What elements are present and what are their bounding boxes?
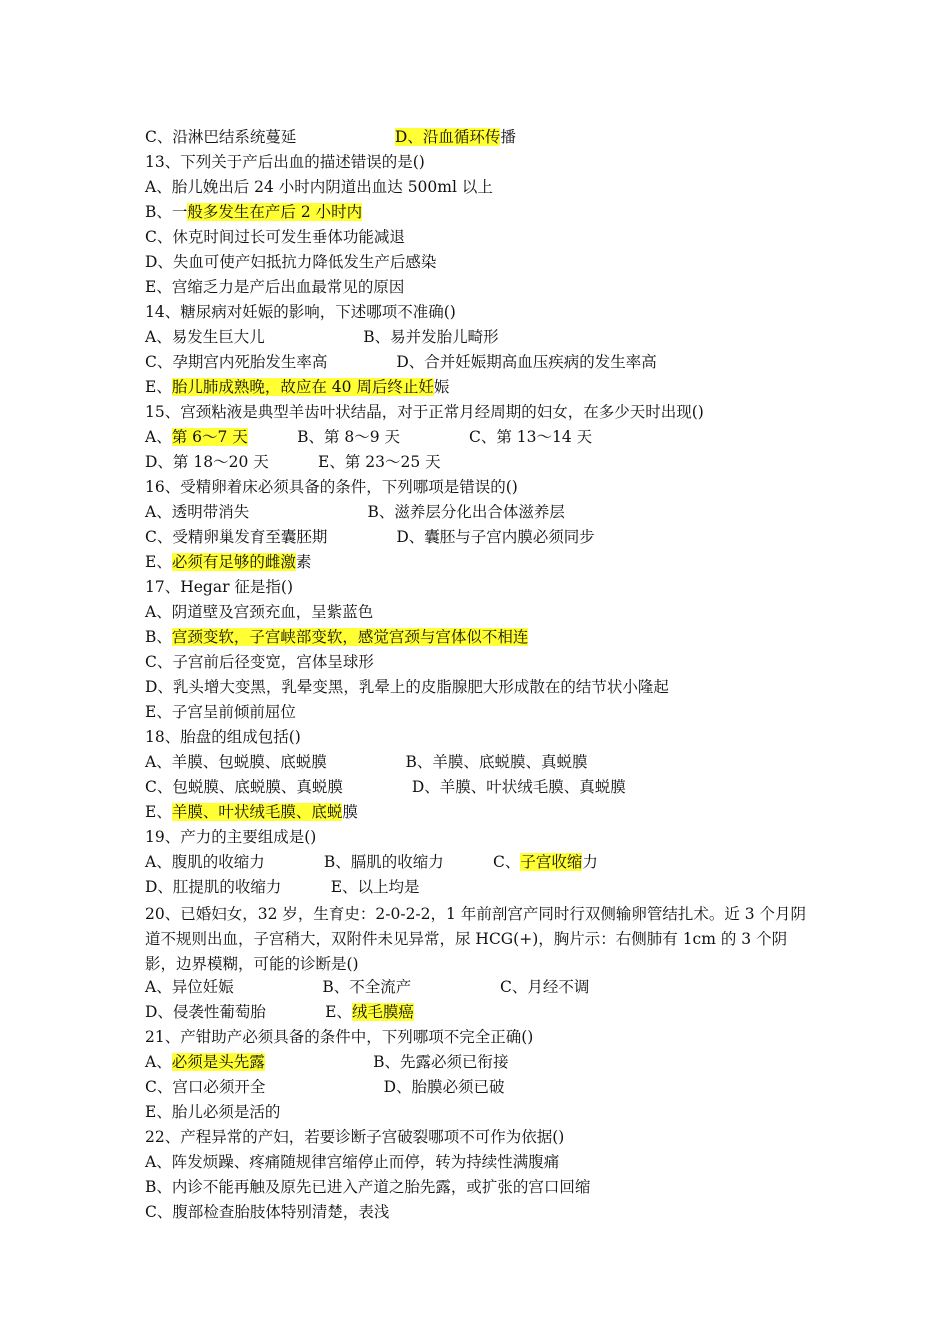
text-line [145, 227, 405, 247]
text-segment: 19、产力的主要组成是() [145, 828, 317, 846]
text-line [145, 202, 362, 222]
text-segment [327, 753, 406, 771]
text-line [145, 177, 493, 197]
text-line [145, 152, 425, 172]
highlighted-answer: 必须是头先露 [171, 1053, 265, 1071]
text-segment [327, 528, 396, 546]
text-line [145, 577, 293, 597]
text-line [145, 1102, 280, 1122]
text-segment: B、羊膜、底蜕膜、真蜕膜 [405, 753, 588, 771]
text-line [145, 527, 595, 547]
text-segment: A、易发生巨大儿 [145, 328, 265, 346]
text-segment: B、膈肌的收缩力 [323, 853, 444, 871]
text-line [145, 1152, 559, 1172]
text-line [145, 1127, 564, 1147]
text-segment: E、宫缩乏力是产后出血最常见的原因 [145, 278, 405, 296]
text-segment: D、第 18～20 天 [145, 453, 269, 471]
highlighted-answer: 子宫收缩 [520, 853, 583, 871]
text-line [145, 327, 499, 347]
text-line [145, 752, 587, 772]
text-line [145, 1202, 389, 1222]
text-line [145, 477, 518, 497]
text-segment: 17、Hegar 征是指() [145, 578, 294, 596]
highlighted-answer: 绒毛膜癌 [351, 1003, 414, 1021]
text-segment: A、阵发烦躁、疼痛随规律宫缩停止而停，转为持续性满腹痛 [145, 1153, 560, 1171]
text-line [145, 827, 316, 847]
text-segment: 18、胎盘的组成包括() [145, 728, 301, 746]
text-line [145, 277, 404, 297]
text-line [145, 427, 592, 447]
text-segment: 21、产钳助产必须具备的条件中，下列哪项不完全正确() [145, 1028, 534, 1046]
text-line [145, 1077, 505, 1097]
text-line [145, 652, 374, 672]
text-line [145, 402, 704, 422]
text-segment: A、胎儿娩出后 24 小时内阴道出血达 500ml 以上 [145, 178, 493, 196]
text-line [145, 977, 589, 997]
text-segment: 13、下列关于产后出血的描述错误的是() [145, 153, 425, 171]
text-segment: A、羊膜、包蜕膜、底蜕膜 [145, 753, 327, 771]
text-line [145, 1027, 533, 1047]
text-line [145, 127, 516, 147]
text-segment: A、 [145, 1053, 172, 1071]
text-segment: B、滋养层分化出合体滋养层 [367, 503, 565, 521]
text-segment: 娠 [433, 378, 450, 396]
text-line [145, 452, 441, 472]
text-line [145, 902, 810, 977]
text-segment: 15、宫颈粘液是典型羊齿叶状结晶，对于正常月经周期的妇女，在多少天时出现() [145, 403, 704, 421]
text-line [145, 852, 598, 872]
text-segment: C、 [493, 853, 521, 871]
text-line [145, 802, 358, 822]
text-segment [265, 853, 324, 871]
text-segment: 力 [582, 853, 598, 871]
text-line [145, 1002, 414, 1022]
text-segment [400, 428, 469, 446]
text-line [145, 777, 626, 797]
text-segment: B、先露必须已衔接 [373, 1053, 509, 1071]
text-segment: C、第 13～14 天 [469, 428, 593, 446]
text-segment: A、透明带消失 [145, 503, 250, 521]
text-segment [343, 778, 412, 796]
text-segment: C、宫口必须开全 [145, 1078, 266, 1096]
text-segment: B、不全流产 [322, 978, 412, 996]
text-segment: D、失血可使产妇抵抗力降低发生产后感染 [145, 253, 437, 271]
text-segment: E、第 23～25 天 [318, 453, 441, 471]
text-segment: A、腹肌的收缩力 [145, 853, 265, 871]
text-segment: A、阴道壁及宫颈充血，呈紫蓝色 [145, 603, 374, 621]
text-segment: B、易并发胎儿畸形 [363, 328, 499, 346]
text-segment: 膜 [342, 803, 358, 821]
text-segment [411, 978, 500, 996]
highlighted-answer: 羊膜、叶状绒毛膜、底蜕 [171, 803, 343, 821]
text-line [145, 252, 436, 272]
text-segment: 22、产程异常的产妇，若要诊断子宫破裂哪项不可作为依据() [145, 1128, 565, 1146]
highlighted-answer: 胎儿肺成熟晚，故应在 40 周后终止妊 [171, 378, 434, 396]
text-segment: E、胎儿必须是活的 [145, 1103, 281, 1121]
text-segment: E、以上均是 [330, 878, 420, 896]
text-segment [248, 428, 297, 446]
highlighted-answer: D、沿血循环传 [394, 128, 501, 146]
text-segment: C、月经不调 [499, 978, 590, 996]
text-line [145, 702, 296, 722]
text-segment: A、 [145, 428, 172, 446]
text-segment [269, 453, 318, 471]
text-segment: B、内诊不能再触及原先已进入产道之胎先露，或扩张的宫口回缩 [145, 1178, 591, 1196]
text-segment: D、羊膜、叶状绒毛膜、真蜕膜 [411, 778, 626, 796]
text-segment [327, 353, 396, 371]
text-line [145, 1052, 509, 1072]
text-line [145, 627, 528, 647]
text-segment [265, 1078, 383, 1096]
text-segment: E、 [145, 553, 172, 571]
text-line [145, 377, 449, 397]
text-segment: D、囊胚与子宫内膜必须同步 [396, 528, 595, 546]
text-segment: D、乳头增大变黑，乳晕变黑，乳晕上的皮脂腺肥大形成散在的结节状小隆起 [145, 678, 669, 696]
text-segment: C、孕期宫内死胎发生率高 [145, 353, 328, 371]
text-line [145, 1177, 590, 1197]
text-segment: D、肛提肌的收缩力 [145, 878, 282, 896]
highlighted-answer: 般多发生在产后 2 小时内 [187, 203, 363, 221]
text-segment: 14、糖尿病对妊娠的影响，下述哪项不准确() [145, 303, 456, 321]
text-line [145, 727, 301, 747]
text-segment: 素 [295, 553, 312, 571]
text-segment: C、腹部检查胎肢体特别清楚，表浅 [145, 1203, 390, 1221]
text-line [145, 352, 657, 372]
text-line [145, 502, 565, 522]
text-segment: E、 [145, 803, 172, 821]
text-segment [265, 328, 364, 346]
text-line [145, 302, 456, 322]
text-segment: C、休克时间过长可发生垂体功能减退 [145, 228, 405, 246]
text-segment: E、 [145, 378, 172, 396]
text-segment [266, 1003, 325, 1021]
text-line [145, 877, 420, 897]
text-segment: 播 [500, 128, 516, 146]
text-segment: C、子宫前后径变宽，宫体呈球形 [145, 653, 374, 671]
text-segment: E、子宫呈前倾前屈位 [145, 703, 296, 721]
text-line [145, 552, 311, 572]
text-segment: D、胎膜必须已破 [383, 1078, 505, 1096]
highlighted-answer: 必须有足够的雌激 [171, 553, 296, 571]
text-segment: 20、已婚妇女，32 岁，生育史：2-0-2-2，1 年前剖宫产同时行双侧输卵管结扎术。近 3 个月阴道不规则出血，子宫稍大，双附件未见异常，尿 HCG(+)，胸片示：右侧肺有 1cm 的 3 个阴影，边界模糊，可能的诊断是() [145, 905, 807, 973]
text-line [145, 677, 669, 697]
text-segment [234, 978, 323, 996]
text-segment: A、异位妊娠 [145, 978, 234, 996]
text-segment: B、 [145, 628, 172, 646]
text-segment: C、沿淋巴结系统蔓延 [145, 128, 297, 146]
text-segment: C、包蜕膜、底蜕膜、真蜕膜 [145, 778, 343, 796]
text-segment: D、侵袭性葡萄胎 [145, 1003, 266, 1021]
text-segment [281, 878, 330, 896]
text-segment: D、合并妊娠期高血压疾病的发生率高 [396, 353, 657, 371]
text-segment [296, 128, 395, 146]
highlighted-answer: 第 6～7 天 [171, 428, 248, 446]
text-segment [249, 503, 367, 521]
text-segment: 16、受精卵着床必须具备的条件，下列哪项是错误的() [145, 478, 518, 496]
text-segment: C、受精卵巢发育至囊胚期 [145, 528, 328, 546]
text-segment: B、第 8～9 天 [297, 428, 401, 446]
text-segment: E、 [325, 1003, 352, 1021]
text-segment [265, 1053, 373, 1071]
text-segment: B、一 [145, 203, 188, 221]
text-segment [444, 853, 493, 871]
text-line [145, 602, 373, 622]
highlighted-answer: 宫颈变软，子宫峡部变软，感觉宫颈与宫体似不相连 [171, 628, 529, 646]
